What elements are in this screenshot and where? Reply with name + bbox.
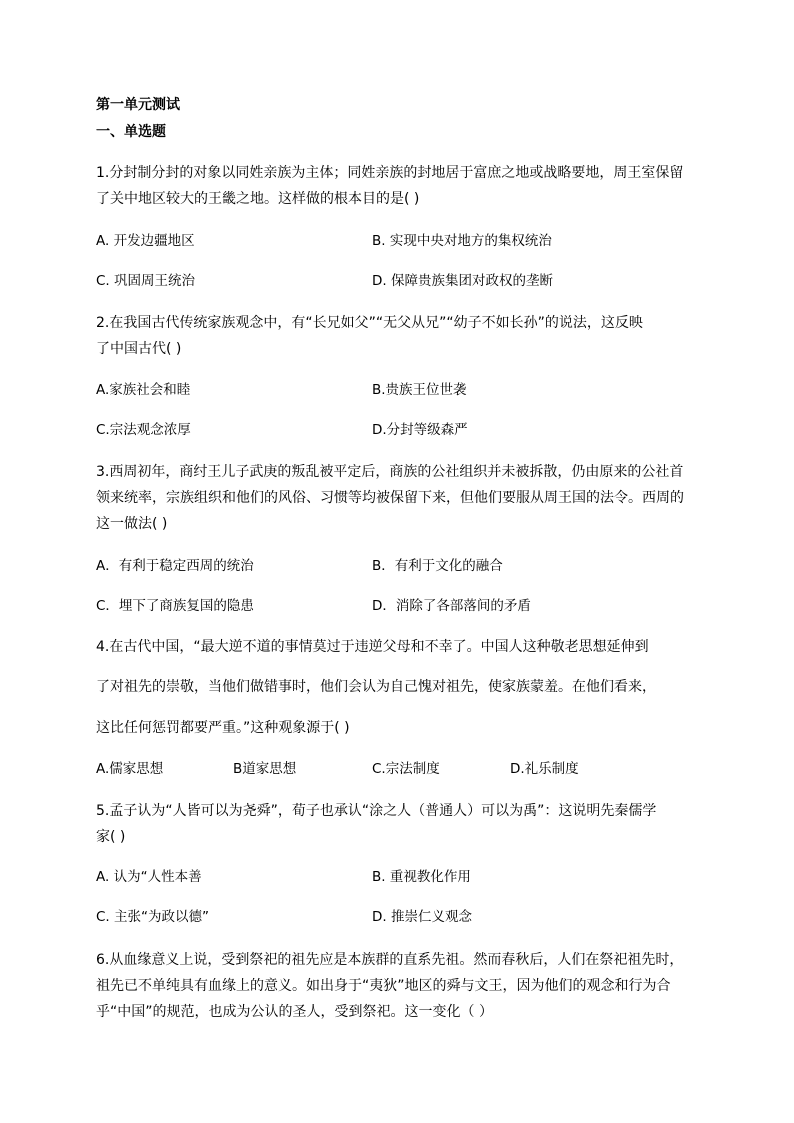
question-1-option-d: D. 保障贵族集团对政权的垄断 [372, 273, 553, 289]
question-4-option-b: B道家思想 [233, 761, 297, 777]
question-1-option-a: A. 开发边疆地区 [96, 233, 195, 249]
question-5-line-1: 5.孟子认为“人皆可以为尧舜”，荀子也承认“涂之人（普通人）可以为禹”：这说明先秦儒学 [96, 803, 657, 819]
question-3-line-1: 3.西周初年，商纣王儿子武庚的叛乱被平定后，商族的公社组织并未被拆散，仍由原来的公社首 [96, 464, 684, 480]
question-2-option-d: D.分封等级森严 [372, 422, 468, 438]
question-4-line-2: 了对祖先的崇敬，当他们做错事时，他们会认为自己愧对祖先，使家族蒙羞。在他们看来， [96, 679, 656, 695]
question-1-line-2: 了关中地区较大的王畿之地。这样做的根本目的是( ) [96, 191, 420, 207]
question-5-option-b: B. 重视教化作用 [372, 869, 471, 885]
question-4-line-1: 4.在古代中国，“最大逆不道的事情莫过于违逆父母和不幸了。中国人这种敬老思想延伸到 [96, 639, 649, 655]
question-3-line-3: 这一做法( ) [96, 516, 168, 532]
question-3-line-2: 领来统率，宗族组织和他们的风俗、习惯等均被保留下来，但他们要服从周王国的法令。西周的 [96, 490, 684, 506]
question-2-line-2: 了中国古代( ) [96, 341, 182, 357]
question-4-option-d: D.礼乐制度 [510, 761, 579, 777]
question-5-line-2: 家( ) [96, 829, 126, 845]
question-2-option-b: B.贵族王位世袭 [372, 382, 467, 398]
question-4-option-c: C.宗法制度 [372, 761, 440, 777]
question-5-option-d: D. 推崇仁义观念 [372, 909, 472, 925]
question-2-option-a: A.家族社会和睦 [96, 382, 191, 398]
question-6-line-2: 祖先已不单纯具有血缘上的意义。如出身于“夷狄”地区的舜与文王，因为他们的观念和行为合 [96, 978, 671, 994]
question-3-option-b: B．有利于文化的融合 [372, 558, 503, 574]
question-1-option-b: B. 实现中央对地方的集权统治 [372, 233, 552, 249]
question-5-option-c: C. 主张“为政以德” [96, 909, 209, 925]
question-5-option-a: A. 认为“人性本善 [96, 869, 202, 885]
section-heading: 一、单选题 [96, 124, 166, 140]
question-3-option-d: D．消除了各部落间的矛盾 [372, 598, 531, 614]
question-6-line-1: 6.从血缘意义上说，受到祭祀的祖先应是本族群的直系先祖。然而春秋后，人们在祭祀祖先时， [96, 952, 684, 968]
question-3-option-a: A．有利于稳定西周的统治 [96, 558, 254, 574]
question-6-line-3: 乎“中国”的规范，也成为公认的圣人，受到祭祀。这一变化（ ） [96, 1004, 493, 1020]
question-1-line-1: 1.分封制分封的对象以同姓亲族为主体；同姓亲族的封地居于富庶之地或战略要地，周王室保留 [96, 165, 684, 181]
question-2-option-c: C.宗法观念浓厚 [96, 422, 191, 438]
question-1-option-c: C. 巩固周王统治 [96, 273, 196, 289]
question-4-option-a: A.儒家思想 [96, 761, 164, 777]
page-title: 第一单元测试 [96, 97, 180, 113]
question-3-option-c: C．埋下了商族复国的隐患 [96, 598, 254, 614]
question-2-line-1: 2.在我国古代传统家族观念中，有“长兄如父”“无父从兄”“幼子不如长孙”的说法，这反映 [96, 315, 643, 331]
question-4-line-3: 这比任何惩罚都要严重。”这种观象源于( ) [96, 720, 350, 736]
